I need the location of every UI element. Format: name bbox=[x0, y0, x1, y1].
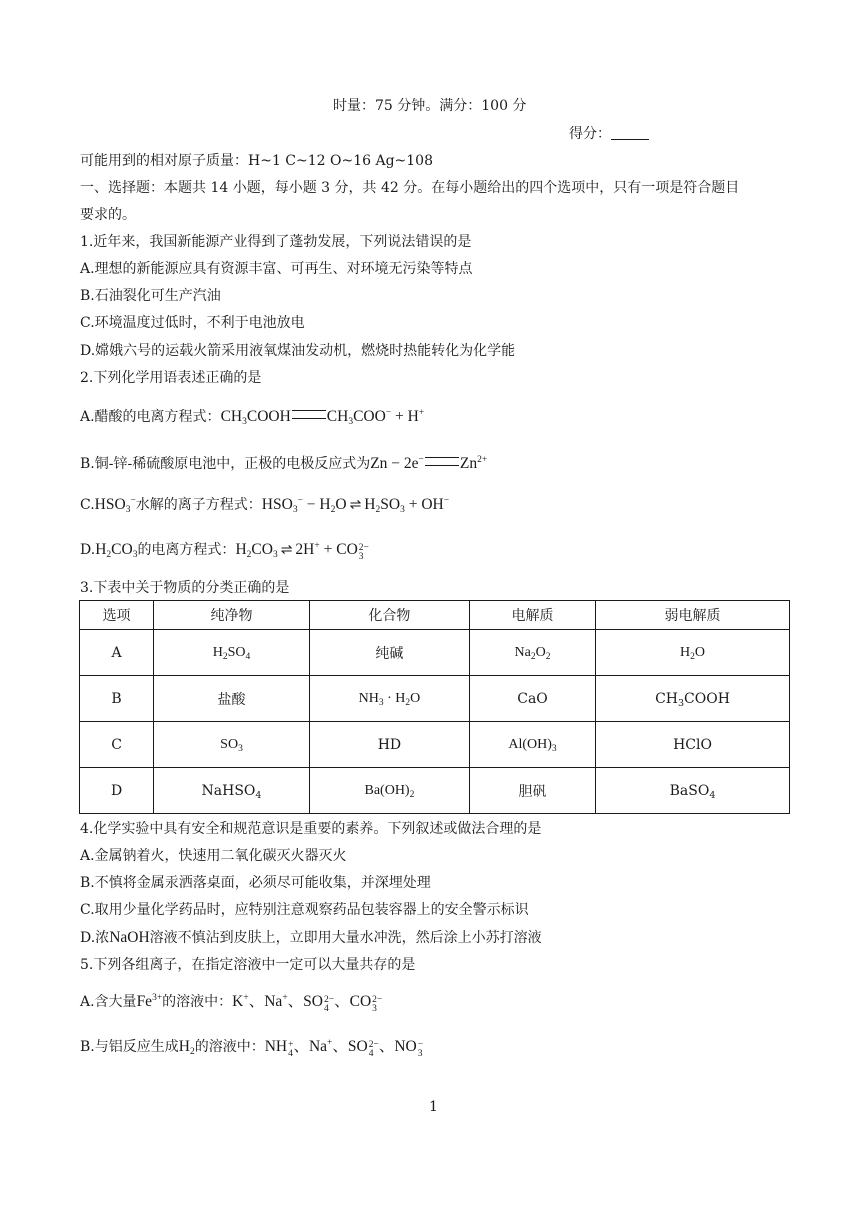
q1-option-a: A.理想的新能源应具有资源丰富、可再生、对环境无污染等特点 bbox=[80, 261, 473, 277]
pure-substance-cell: NaHSO$_4$ bbox=[154, 768, 310, 814]
q2-option-a bbox=[80, 407, 424, 427]
q4-option-d bbox=[80, 928, 542, 948]
header-cell: 电解质 bbox=[470, 601, 596, 630]
q4-option-b: B.不慎将金属汞洒落桌面，必须尽可能收集，并深埋处理 bbox=[80, 875, 431, 891]
option-cell: D bbox=[80, 768, 154, 814]
q5-a-pre: A.含大量 bbox=[80, 994, 137, 1010]
weak-electrolyte-cell: HClO bbox=[596, 722, 790, 768]
q1-option-c: C.环境温度过低时，不利于电池放电 bbox=[80, 315, 305, 331]
q2-c-label: C. bbox=[80, 497, 95, 513]
q1-stem: 1.近年来，我国新能源产业得到了蓬勃发展，下列说法错误的是 bbox=[80, 234, 472, 250]
time-score-info: 时量：75 分钟。满分：100 分 bbox=[333, 98, 527, 114]
q4-stem: 4.化学实验中具有安全和规范意识是重要的素养。下列叙述或做法合理的是 bbox=[80, 821, 542, 837]
q2-a-equation: $CH_3COOH$ $CH_3COO^- + H^+$ bbox=[220, 408, 425, 427]
compound-cell: 纯碱 bbox=[309, 630, 469, 676]
weak-electrolyte-cell: $CH_3COOH$ bbox=[596, 676, 790, 722]
q5-b-pre: B.与铝反应生成 bbox=[80, 1039, 179, 1055]
pure-substance-cell: $SO_3$ bbox=[154, 722, 310, 768]
score-label: 得分： bbox=[569, 126, 611, 142]
option-cell: B bbox=[80, 676, 154, 722]
q4-d-formula: NaOH bbox=[109, 929, 150, 946]
q2-a-label: A.醋酸的电离方程式： bbox=[80, 409, 221, 425]
section-instructions-1: 一、选择题：本题共 14 小题，每小题 3 分，共 42 分。在每小题给出的四个选项中，只有一项是符合题目 bbox=[80, 180, 740, 196]
header-cell: 弱电解质 bbox=[596, 601, 790, 630]
q2-b-label: B.铜-锌-稀硫酸原电池中，正极的电极反应式为 bbox=[80, 456, 371, 472]
q5-a-ion: $Fe^{3+}$ bbox=[136, 993, 163, 1010]
compound-cell: HD bbox=[309, 722, 469, 768]
classification-table bbox=[79, 600, 790, 814]
q5-option-a bbox=[80, 992, 382, 1014]
table-row bbox=[80, 768, 790, 814]
compound-cell: $NH_3 \cdot H_2O$ bbox=[309, 676, 469, 722]
pure-substance-cell: 盐酸 bbox=[154, 676, 310, 722]
q2-d-formula: $H_2CO_3$ bbox=[95, 541, 138, 560]
q2-b-equation: Zn − 2e− $Zn^{2+}$ bbox=[370, 455, 488, 472]
q2-c-equation: $HSO_3^- - H_2O$ ⇌ $H_2SO_3 + OH^-$ bbox=[261, 496, 450, 515]
header-cell: 纯净物 bbox=[154, 601, 310, 630]
atomic-mass-line: 可能用到的相对原子质量：H~1 C~12 O~16 Ag~108 bbox=[80, 153, 434, 169]
score-field bbox=[569, 124, 649, 144]
compound-cell: $Ba(OH)_2$ bbox=[309, 768, 469, 814]
q4-d-post: 溶液不慎沾到皮肤上，立即用大量水冲洗，然后涂上小苏打溶液 bbox=[149, 930, 542, 946]
header-cell: 选项 bbox=[80, 601, 154, 630]
table-row bbox=[80, 630, 790, 676]
score-blank[interactable] bbox=[611, 125, 649, 140]
q4-option-c: C.取用少量化学药品时，应特别注意观察药品包装容器上的安全警示标识 bbox=[80, 902, 529, 918]
q3-stem: 3.下表中关于物质的分类正确的是 bbox=[80, 580, 290, 596]
pure-substance-cell: $H_2SO_4$ bbox=[154, 630, 310, 676]
q2-c-mid: 水解的离子方程式： bbox=[135, 497, 262, 513]
q2-d-label: D. bbox=[80, 542, 96, 558]
q4-option-a: A.金属钠着火，快速用二氧化碳灭火器灭火 bbox=[80, 848, 347, 864]
option-cell: A bbox=[80, 630, 154, 676]
q2-option-d bbox=[80, 540, 369, 562]
weak-electrolyte-cell: $H_2O$ bbox=[596, 630, 790, 676]
electrolyte-cell: 胆矾 bbox=[470, 768, 596, 814]
q2-option-b bbox=[80, 454, 487, 474]
table-row bbox=[80, 722, 790, 768]
q2-c-ion: $HSO_3^-$ bbox=[94, 496, 136, 515]
section-instructions-2: 要求的。 bbox=[80, 207, 136, 223]
q2-stem: 2.下列化学用语表述正确的是 bbox=[80, 370, 262, 386]
header-cell: 化合物 bbox=[309, 601, 469, 630]
q5-b-post: 的溶液中： bbox=[194, 1039, 265, 1055]
table-header-row bbox=[80, 601, 790, 630]
electrolyte-cell: CaO bbox=[470, 676, 596, 722]
q1-option-b: B.石油裂化可生产汽油 bbox=[80, 288, 221, 304]
electrolyte-cell: $Na_2O_2$ bbox=[470, 630, 596, 676]
q5-stem: 5.下列各组离子，在指定溶液中一定可以大量共存的是 bbox=[80, 957, 416, 973]
q5-a-post: 的溶液中： bbox=[162, 994, 233, 1010]
q2-option-c bbox=[80, 495, 449, 516]
q2-d-mid: 的电离方程式： bbox=[137, 542, 236, 558]
q1-option-d: D.嫦娥六号的运载火箭采用液氧煤油发动机，燃烧时热能转化为化学能 bbox=[80, 343, 516, 359]
q5-b-gas: $H_2$ bbox=[178, 1038, 195, 1057]
table-row bbox=[80, 676, 790, 722]
q5-b-ions: NH + 4 、Na+、SO 2− 4 、NO − 3 bbox=[264, 1038, 424, 1059]
q2-d-equation: $H_2CO_3$ ⇌ 2H+ + CO 2− 3 bbox=[235, 541, 369, 562]
page-number: 1 bbox=[429, 1099, 438, 1115]
q5-option-b bbox=[80, 1037, 423, 1059]
q5-a-ions: K+、Na+、SO 2− 4 、CO 2− 3 bbox=[232, 993, 383, 1014]
weak-electrolyte-cell: BaSO$_4$ bbox=[596, 768, 790, 814]
electrolyte-cell: $Al(OH)_3$ bbox=[470, 722, 596, 768]
option-cell: C bbox=[80, 722, 154, 768]
q4-d-pre: D.浓 bbox=[80, 930, 110, 946]
